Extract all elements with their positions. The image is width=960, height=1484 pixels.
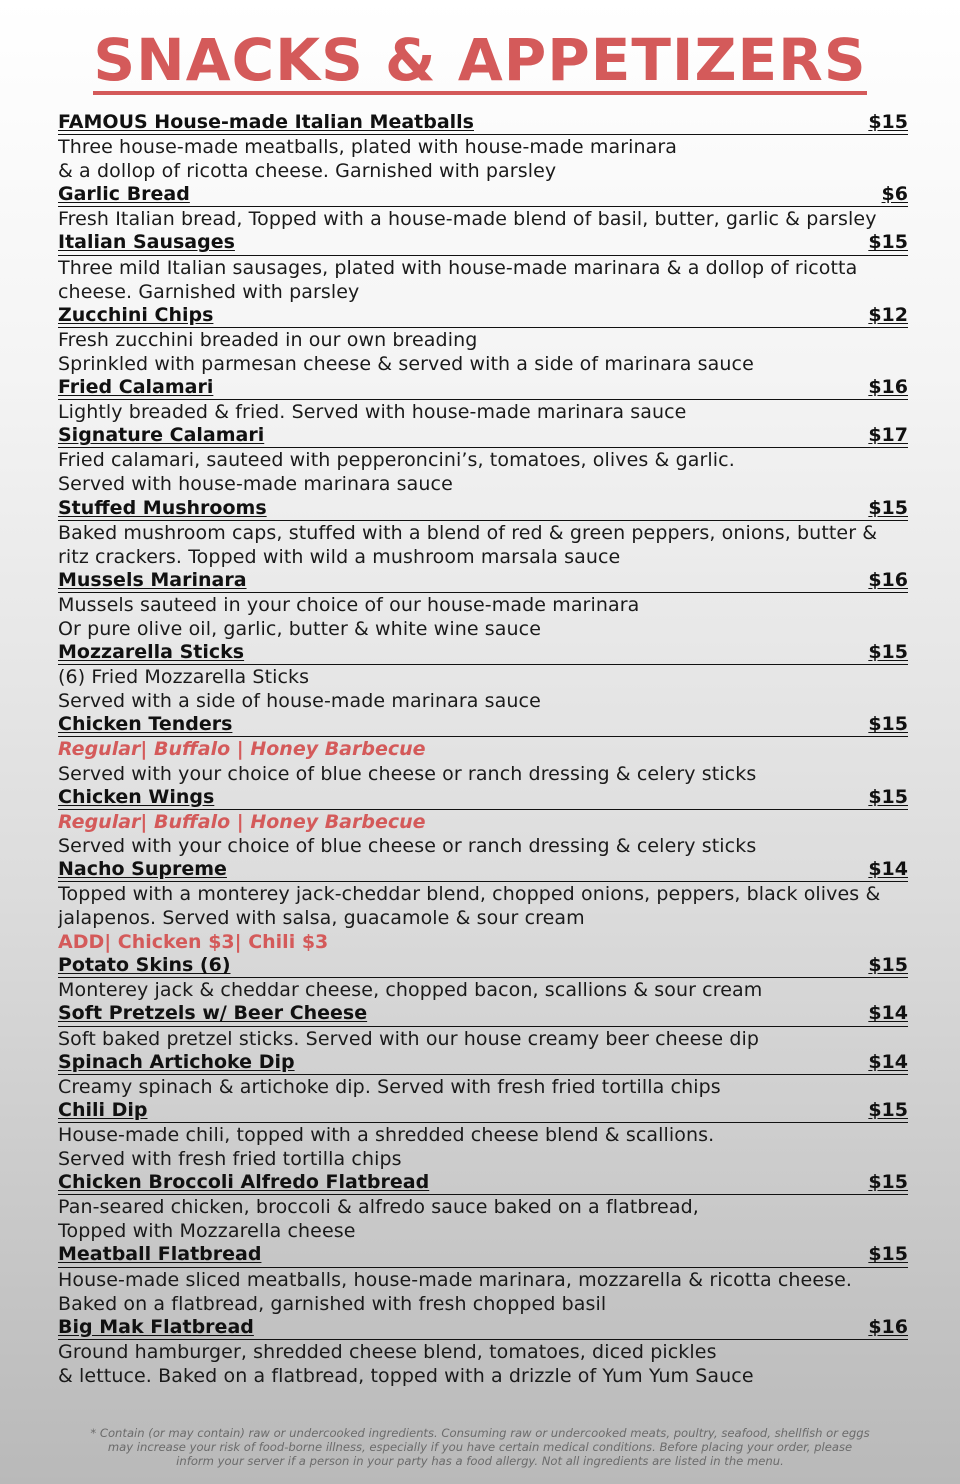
menu-item [58,424,908,496]
menu-item-price: $15 [868,111,908,133]
menu-item-name: Chicken Tenders [58,713,233,736]
menu-item-description: Served with your choice of blue cheese or ranch dressing & celery sticks [58,762,757,785]
menu-item-description: jalapenos. Served with salsa, guacamole & sour cream [58,907,585,930]
menu-item-description: Mussels sauteed in your choice of our house-made marinara [58,593,640,616]
menu-item [58,1099,908,1171]
menu-item-price: $15 [868,1098,908,1121]
menu-item-description: Baked on a flatbread, garnished with fresh chopped basil [58,1292,607,1315]
menu-item-description: Fresh zucchini breaded in our own breading [58,328,478,351]
menu-item-price: $16 [868,1315,908,1338]
menu-item-description: Creamy spinach & artichoke dip. Served with fresh fried tortilla chips [58,1075,721,1098]
menu-item-price: $15 [868,713,908,736]
menu-item [58,183,908,231]
footnote-line: inform your server if a person in your party has a food allergy. Not all ingredients are listed in the menu. [176,1454,784,1468]
menu-item-price: $12 [868,303,908,326]
menu-item-description: Served with fresh fried tortilla chips [58,1148,402,1171]
menu-item-price: $15 [868,785,908,808]
menu-item-description: & lettuce. Baked on a flatbread, topped with a drizzle of Yum Yum Sauce [58,1364,754,1387]
menu-item-header [58,641,908,665]
menu-item-header [58,858,908,882]
menu-item-description: Baked mushroom caps, stuffed with a blend of red & green peppers, onions, butter & [58,521,878,544]
menu-item-name: Italian Sausages [58,231,235,254]
menu-item-header [58,1243,908,1267]
menu-item-header [58,786,908,810]
menu-item-header [58,1051,908,1075]
menu-item [58,1171,908,1243]
menu-item [58,1316,908,1388]
menu-item [58,111,908,183]
footnote-line: * Contain (or may contain) raw or undercooked ingredients. Consuming raw or undercooked meats, poultry, seafood, shellfish or eggs [90,1426,870,1440]
page-title [0,26,960,95]
menu-item-header [58,424,908,448]
menu-item-price: $15 [868,231,908,254]
menu-item-description: Ground hamburger, shredded cheese blend, tomatoes, diced pickles [58,1340,717,1363]
menu-item-description: Fried calamari, sauteed with pepperoncini’s, tomatoes, olives & garlic. [58,449,735,472]
page-title-text: SNACKS & APPETIZERS [93,26,867,94]
menu-item-name: Zucchini Chips [58,303,214,326]
footnote-line: may increase your risk of food-borne illness, especially if you have certain medical conditions. Before placing your order, please [107,1440,853,1454]
menu-item-price: $15 [868,1171,908,1194]
menu-item [58,786,908,858]
menu-item-description: & a dollop of ricotta cheese. Garnished with parsley [58,160,557,183]
menu-item-description: House-made chili, topped with a shredded cheese blend & scallions. [58,1123,715,1146]
menu-item-description: Pan-seared chicken, broccoli & alfredo sauce baked on a flatbread, [58,1196,699,1219]
menu-item [58,497,908,569]
menu-item-description: Topped with a monterey jack-cheddar blend, chopped onions, peppers, black olives & [58,883,881,905]
menu-item [58,954,908,1002]
menu-item-name: Chicken Wings [58,785,215,808]
menu-item [58,713,908,785]
menu-item [58,641,908,713]
menu-item-addon: ADD| Chicken $3| Chili $3 [58,931,329,954]
menu-item-name: Signature Calamari [58,424,265,447]
menu-item-price: $16 [868,376,908,399]
menu-item-description: Topped with Mozzarella cheese [58,1220,356,1243]
menu-item-description: Soft baked pretzel sticks. Served with our house creamy beer cheese dip [58,1027,760,1050]
menu-item-header [58,376,908,400]
menu-item-price: $6 [881,183,908,206]
menu-item-price: $15 [868,954,908,977]
menu-item [58,569,908,641]
menu-item-header [58,1002,908,1026]
menu-item-name: Stuffed Mushrooms [58,496,267,519]
menu-item [58,1051,908,1099]
menu-item-name: Chicken Broccoli Alfredo Flatbread [58,1171,430,1194]
menu-item-header [58,713,908,737]
menu-item-description: House-made sliced meatballs, house-made marinara, mozzarella & ricotta cheese. [58,1268,853,1291]
menu-item-price: $14 [868,857,908,880]
menu-item-header [58,1171,908,1195]
menu-item-name: Fried Calamari [58,376,214,399]
menu-item-description: Served with house-made marinara sauce [58,473,453,496]
menu-item-header [58,954,908,978]
menu-item-price: $14 [868,1002,908,1025]
menu-item-name: Meatball Flatbread [58,1243,262,1266]
menu-item-description: cheese. Garnished with parsley [58,280,360,303]
menu-item-header [58,183,908,207]
menu-item-description: Lightly breaded & fried. Served with house-made marinara sauce [58,401,687,424]
menu-item-name: Soft Pretzels w/ Beer Cheese [58,1002,368,1025]
menu-item-description: Three mild Italian sausages, plated with house-made marinara & a dollop of ricotta [58,256,858,279]
menu-item-name: Spinach Artichoke Dip [58,1050,295,1073]
menu-item-name: Chili Dip [58,1098,148,1121]
menu-item [58,304,908,376]
menu-item-description: Served with a side of house-made marinara sauce [58,690,541,713]
allergy-footnote [20,1426,940,1468]
menu-item-description: Sprinkled with parmesan cheese & served with a side of marinara sauce [58,352,754,375]
menu-item-description: (6) Fried Mozzarella Sticks [58,666,310,689]
menu-item-description: Or pure olive oil, garlic, butter & white wine sauce [58,617,541,640]
menu-item-name: Big Mak Flatbread [58,1315,254,1338]
menu-item-header [58,304,908,328]
menu-item-header [58,1316,908,1340]
menu-item-description: Fresh Italian bread, Topped with a house-made blend of basil, butter, garlic & parsley [58,208,877,231]
menu-item [58,231,908,303]
menu-item-options: Regular| Buffalo | Honey Barbecue [58,810,426,833]
menu-item-name: Mussels Marinara [58,568,247,591]
menu-item-price: $15 [868,641,908,664]
menu-item-price: $17 [868,424,908,447]
menu-item-price: $14 [868,1050,908,1073]
menu-list [58,111,908,1388]
menu-item [58,1243,908,1315]
menu-item-header [58,231,908,255]
menu-item-name: FAMOUS House-made Italian Meatballs [58,111,474,133]
menu-item-options: Regular| Buffalo | Honey Barbecue [58,738,426,761]
menu-item-name: Mozzarella Sticks [58,641,245,664]
menu-item-description: ritz crackers. Topped with wild a mushroom marsala sauce [58,545,621,568]
menu-item-name: Nacho Supreme [58,857,227,880]
menu-item [58,858,908,954]
menu-item [58,1002,908,1050]
menu-item-header [58,569,908,593]
menu-item [58,376,908,424]
menu-item-description: Three house-made meatballs, plated with house-made marinara [58,136,678,159]
menu-item-name: Potato Skins (6) [58,954,231,977]
menu-item-description: Monterey jack & cheddar cheese, chopped bacon, scallions & sour cream [58,979,763,1002]
menu-item-name: Garlic Bread [58,183,190,206]
menu-item-price: $15 [868,1243,908,1266]
menu-item-header [58,497,908,521]
menu-item-header [58,111,908,135]
menu-item-price: $15 [868,496,908,519]
menu-item-header [58,1099,908,1123]
menu-item-price: $16 [868,568,908,591]
menu-item-description: Served with your choice of blue cheese or ranch dressing & celery sticks [58,834,757,857]
